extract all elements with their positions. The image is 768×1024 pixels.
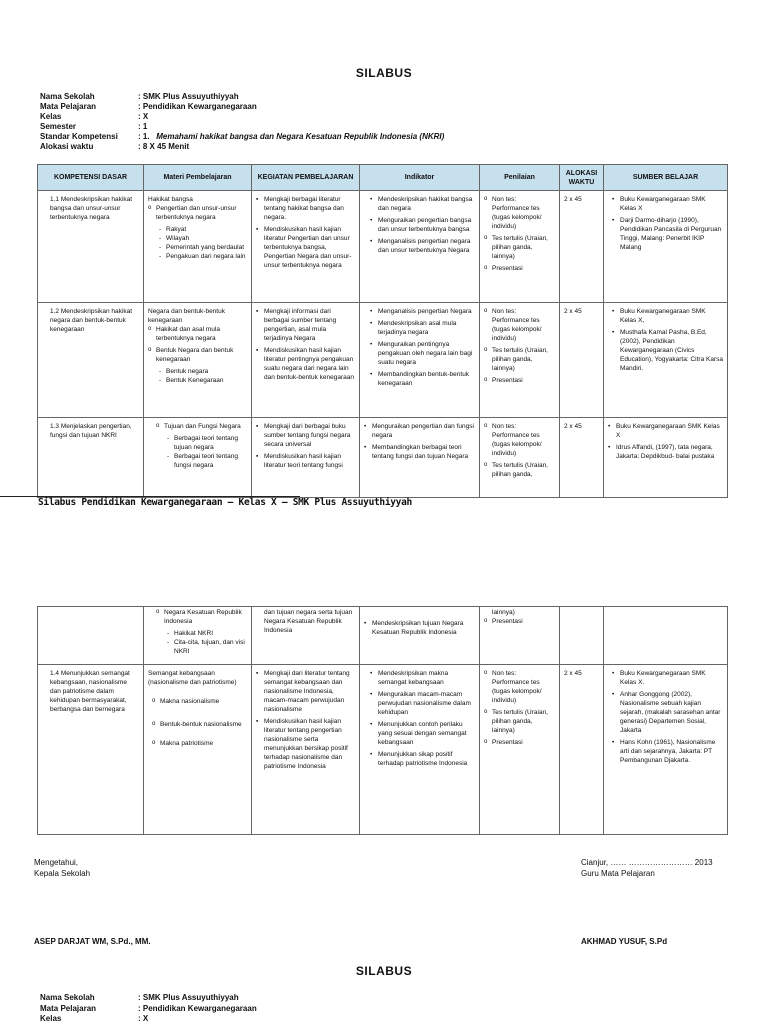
identity-row <box>40 1004 257 1014</box>
materi-subitem: - Pemerintah yang berdaulat <box>166 243 247 252</box>
sumber-list <box>608 195 723 252</box>
indikator-list <box>364 195 475 255</box>
kegiatan-item: ▪ Mengkaji dari berbagai buku sumber tentang fungsi negara secara universal <box>264 422 355 449</box>
materi-item: o Tujuan dan Fungsi Negara <box>164 422 247 431</box>
kegiatan-continued: dan tujuan negara serta tujuan Negara Kesatuan Republik Indonesia <box>264 609 353 634</box>
kegiatan-item: ▪ Mendiskusikan hasil kajian literatur tentang pengertian nasionalisme serta menunjukkan bersikap positif terhadap nasionalisme dan patriotisme Indonesia <box>264 717 355 771</box>
penilaian-cell <box>480 607 560 665</box>
indikator-list <box>364 619 475 637</box>
indikator-cell <box>360 303 480 418</box>
materi-head: Negara dan bentuk-bentuk kenegaraan <box>148 308 225 324</box>
materi-subitem: - Rakyat <box>166 225 247 234</box>
signature-right <box>581 857 713 879</box>
kegiatan-item: ▪ Mendiskusikan hasil kajian literatur teori tentang fungsi <box>264 452 355 470</box>
penilaian-list <box>484 669 555 747</box>
syllabus-table-continued <box>37 606 728 835</box>
kegiatan-cell <box>252 418 360 498</box>
indikator-cell <box>360 191 480 303</box>
identity-label: Standar Kompetensi <box>40 132 118 141</box>
identity-row <box>40 132 444 142</box>
identity-label: Alokasi waktu <box>40 142 94 151</box>
kegiatan-item: ▪ Mengkaji berbagai literatur tentang hakikat bangsa dan negara. <box>264 195 355 222</box>
materi-list <box>148 204 247 222</box>
indikator-item: • Menunjukkan contoh perilaku yang sesuai dengan semangat kebangsaan <box>378 720 475 747</box>
kd-text: 1.3 Menjelaskan pengertian, fungsi dan tujuan NKRI <box>50 423 132 439</box>
page-title: SILABUS <box>355 964 413 978</box>
table-row <box>38 665 728 835</box>
kegiatan-item: ▪ Mengkaji informasi dari berbagai sumber tentang pengertian, asal mula terjadinya Negara <box>264 307 355 343</box>
identity-label: Kelas <box>40 1014 62 1023</box>
kegiatan-list <box>256 307 355 382</box>
sumber-list <box>608 422 723 461</box>
sumber-cell <box>604 665 728 835</box>
header-materi: Materi Pembelajaran <box>144 165 252 191</box>
materi-head: Semangat kebangsaan (nasionalisme dan patriotisme) <box>148 670 237 686</box>
penilaian-item: o Non tes: Performance tes (tugas kelompok/ individu) <box>492 195 555 231</box>
identity-label: Mata Pelajaran <box>40 102 97 111</box>
materi-sublist <box>164 629 247 656</box>
identity-row <box>40 92 239 102</box>
materi-cell <box>144 607 252 665</box>
identity-label: Semester <box>40 122 77 131</box>
table-row <box>38 191 728 303</box>
page-title: SILABUS <box>355 66 413 80</box>
penilaian-cell <box>480 303 560 418</box>
kegiatan-cell <box>252 665 360 835</box>
indikator-cell <box>360 418 480 498</box>
indikator-item: • Mendeskripsikan asal mula terjadinya negara <box>378 319 475 337</box>
materi-subitem: - Pengakuan dari negara lain <box>166 252 247 261</box>
identity-value: : X <box>138 112 149 121</box>
materi-item: o Makna patriotisme <box>160 739 247 748</box>
penilaian-item: o Presentasi <box>492 264 555 273</box>
indikator-item: • Menunjukkan sikap positif terhadap patriotisme Indonesia <box>378 750 475 768</box>
penilaian-item: o Tes tertulis (Uraian, pilihan ganda, lainnya) <box>492 708 555 735</box>
kegiatan-list <box>256 422 355 470</box>
sumber-item: • Hans Kohn (1961), Nasionalisme arti dan sejarahnya, Jakarta: PT Pembangunan Djakarta. <box>620 738 723 765</box>
sumber-item: • Idrus Affandi, (1997), tata negara, Jakarta: Depdikbud- balai pustaka <box>616 443 723 461</box>
principal-name: ASEP DARJAT WM, S.Pd., MM. <box>34 937 151 946</box>
sumber-item: • Darji Darmo-diharjo (1990), Pendidikan Pancasila di Perguruan Tinggi, Malang: Penerbit IKIP Malang <box>620 216 723 252</box>
sk-text: Memahami hakikat bangsa dan Negara Kesatuan Republik Indonesia (NKRI) <box>156 132 445 141</box>
kegiatan-cell <box>252 303 360 418</box>
identity-row <box>40 142 189 152</box>
sumber-cell <box>604 418 728 498</box>
kegiatan-item: ▪ Mendiskusikan hasil kajian literatur Pengertian dan unsur terbentuknya bangsa, Pengertian Negara dan unsur-unsur terbentuknya negara <box>264 225 355 270</box>
identity-row <box>40 1014 148 1024</box>
materi-cell <box>144 665 252 835</box>
identity-value <box>138 132 444 142</box>
identity-row <box>40 112 148 122</box>
table-row <box>38 607 728 665</box>
sign-right-line: Cianjur, …… …………………… 2013 <box>581 858 713 867</box>
indikator-list <box>364 307 475 388</box>
header-kegiatan: KEGIATAN PEMBELAJARAN <box>252 165 360 191</box>
sumber-list <box>608 307 723 373</box>
sumber-item: • Musthafa Kamal Pasha, B.Ed,(2002), Pendidikan Kewarganegaraan (Civics Education), Yogyakarta: Citra Karsa Mandiri. <box>620 328 723 373</box>
penilaian-item: o Tes tertulis (Uraian, pilihan ganda, <box>492 461 555 479</box>
alokasi-cell: 2 x 45 <box>560 665 604 835</box>
identity-value: : SMK Plus Assuyuthiyyah <box>138 993 239 1002</box>
indikator-item: • Menguraikan pengertian bangsa dan unsur terbentuknya bangsa <box>378 216 475 234</box>
materi-subitem: - Wilayah <box>166 234 247 243</box>
materi-cell <box>144 418 252 498</box>
penilaian-item: o Tes tertulis (Uraian, pilihan ganda, lainnya) <box>492 234 555 261</box>
identity-value: : 1 <box>138 122 148 131</box>
kegiatan-item: ▪ Mengkaji dari literatur tentang semangat kebangsaan dan nasionalisme Indonesia, macam-macam perwujudan nasionalisme <box>264 669 355 714</box>
kd-cell <box>38 191 144 303</box>
sign-left-line: Kepala Sekolah <box>34 869 91 878</box>
sumber-item: • Buku Kewarganegaraan SMK Kelas X. <box>620 669 723 687</box>
sumber-list <box>608 669 723 765</box>
indikator-item: • Menguraikan pengertian dan fungsi negara <box>372 422 475 440</box>
header-alokasi: ALOKASI WAKTU <box>560 165 604 191</box>
indikator-cell <box>360 607 480 665</box>
sumber-cell <box>604 191 728 303</box>
materi-item: o Pengertian dan unsur-unsur terbentuknya negara <box>156 204 247 222</box>
kd-cell <box>38 665 144 835</box>
sumber-cell <box>604 303 728 418</box>
identity-label: Kelas <box>40 112 62 121</box>
identity-row <box>40 102 257 112</box>
materi-subitem: - Cita-cita, tujuan, dan visi NKRI <box>174 638 247 656</box>
kegiatan-list <box>256 195 355 270</box>
indikator-list <box>364 669 475 768</box>
indikator-item: • Mendeskripsikan hakikat bangsa dan negara <box>378 195 475 213</box>
identity-label: Nama Sekolah <box>40 92 95 101</box>
header-sumber: SUMBER BELAJAR <box>604 165 728 191</box>
sumber-cell <box>604 607 728 665</box>
penilaian-cell <box>480 665 560 835</box>
identity-row <box>40 122 147 132</box>
materi-sublist <box>156 367 247 385</box>
identity-row <box>40 993 239 1003</box>
sign-left-line: Mengetahui, <box>34 858 79 867</box>
indikator-item: • Mendeskripsikan makna semangat kebangsaan <box>378 669 475 687</box>
materi-subitem: - Berbagai teori tentang tujuan negara <box>174 434 247 452</box>
penilaian-item: o Non tes: Performance tes (tugas kelompok/ individu) <box>492 669 555 705</box>
materi-cell <box>144 191 252 303</box>
materi-head: Hakikat bangsa <box>148 196 193 203</box>
alokasi-cell: 2 x 45 <box>560 303 604 418</box>
identity-value: : SMK Plus Assuyuthiyyah <box>138 92 239 101</box>
penilaian-item: o Presentasi <box>492 738 555 747</box>
table-row <box>38 418 728 498</box>
kd-cell <box>38 303 144 418</box>
materi-sublist <box>164 434 247 470</box>
penilaian-item: o Presentasi <box>492 376 555 385</box>
materi-list <box>148 422 247 431</box>
kd-text: 1.4 Menunjukkan semangat kebangsaan, nasionalisme dan patriotisme dalam kehidupan bermasyarakat, berbangsa dan bernegara <box>50 670 130 713</box>
indikator-item: • Membandingkan bentuk-bentuk kenegaraan <box>378 370 475 388</box>
materi-list <box>148 608 247 626</box>
identity-label: Nama Sekolah <box>40 993 95 1002</box>
identity-value: : Pendidikan Kewarganegaraan <box>138 102 257 111</box>
materi-subitem: - Hakikat NKRI <box>174 629 247 638</box>
materi-item: o Hakikat dan asal mula terbentuknya negara <box>156 325 247 343</box>
indikator-item: • Menganalisis pengertian Negara <box>378 307 475 316</box>
materi-subitem: - Bentuk Kenegaraan <box>166 376 247 385</box>
alokasi-cell: 2 x 45 <box>560 418 604 498</box>
penilaian-item: o Non tes: Performance tes (tugas kelompok/ individu) <box>492 307 555 343</box>
header-kompetensi-dasar: KOMPETENSI DASAR <box>38 165 144 191</box>
kegiatan-cell <box>252 191 360 303</box>
sumber-item: • Buku Kewarganegaraan SMK Kelas X <box>616 422 723 440</box>
sumber-item: • Anhar Gonggong (2002), Nasionalisme sebuah kajian sejarah, (makalah sarasehan antar generasi) Departemen Sosial, Jakarta <box>620 690 723 735</box>
materi-item: o Bentuk-bentuk nasionalisme <box>160 720 247 729</box>
sk-number: : 1. <box>138 132 150 141</box>
identity-value: : Pendidikan Kewarganegaraan <box>138 1004 257 1013</box>
teacher-name: AKHMAD YUSUF, S.Pd <box>581 937 668 946</box>
syllabus-table <box>37 164 728 498</box>
materi-item: o Makna nasionalisme <box>160 697 247 706</box>
identity-value: : 8 X 45 Menit <box>138 142 190 151</box>
materi-sublist <box>156 225 247 261</box>
kd-cell <box>38 418 144 498</box>
kegiatan-item: ▪ Mendiskusikan hasil kajian literatur pentingnya pengakuan suatu negara dari negara lain dan bentuk-bentuk kenegaraan <box>264 346 355 382</box>
penilaian-list <box>484 195 555 273</box>
indikator-item: • Menganalisis pengertian negara dan unsur terbentuknya Negara <box>378 237 475 255</box>
sign-right-line: Guru Mata Pelajaran <box>581 869 655 878</box>
indikator-item: • Menguraikan macam-macam perwujudan nasionalisme dalam kehidupan <box>378 690 475 717</box>
materi-subitem: - Bentuk negara <box>166 367 247 376</box>
alokasi-cell: 2 x 45 <box>560 191 604 303</box>
penilaian-cell <box>480 191 560 303</box>
penilaian-item: o Non tes: Performance tes (tugas kelompok/ individu) <box>492 422 555 458</box>
penilaian-item: o Presentasi <box>492 617 555 626</box>
kegiatan-cell <box>252 607 360 665</box>
penilaian-cell <box>480 418 560 498</box>
sumber-item: • Buku Kewarganegaraan SMK Kelas X <box>620 195 723 213</box>
identity-label: Mata Pelajaran <box>40 1004 97 1013</box>
header-indikator: Indikator <box>360 165 480 191</box>
materi-cell <box>144 303 252 418</box>
materi-list <box>148 697 247 748</box>
penilaian-list <box>484 617 555 626</box>
table-header-row <box>38 165 728 191</box>
materi-item: o Negara Kesatuan Republik Indonesia <box>164 608 247 626</box>
materi-item: o Bentuk Negara dan bentuk kenegaraan <box>156 346 247 364</box>
indikator-cell <box>360 665 480 835</box>
penilaian-item: o Tes tertulis (Uraian, pilihan ganda, lainnya) <box>492 346 555 373</box>
kd-text: 1.1 Mendeskripsikan hakikat bangsa dan unsur-unsur terbentuknya negara <box>50 196 133 221</box>
materi-subitem: - Berbagai teori tentang fungsi negara <box>174 452 247 470</box>
alokasi-cell <box>560 607 604 665</box>
penilaian-list <box>484 422 555 479</box>
kd-text: 1.2 Mendeskripsikan hakikat negara dan bentuk-bentuk kenegaraan <box>50 308 133 333</box>
indikator-item: • Membandingkan berbagai teori tentang fungsi dan tujuan Negara <box>372 443 475 461</box>
penilaian-list <box>484 307 555 385</box>
page-footer: Silabus Pendidikan Kewarganegaraan – Kelas X – SMK Plus Assuyuthiyyah <box>38 497 412 508</box>
penilaian-continued: lainnya) <box>492 609 515 616</box>
identity-value: : X <box>138 1014 149 1023</box>
table-row <box>38 303 728 418</box>
kd-cell <box>38 607 144 665</box>
indikator-item: • Mendeskripsikan tujuan Negara Kesatuan Republik Indonesia <box>372 619 475 637</box>
indikator-item: • Menguraikan pentingnya pengakuan oleh negara lain bagi suatu negara <box>378 340 475 367</box>
sumber-item: • Buku Kewarganegaraan SMK Kelas X, <box>620 307 723 325</box>
kegiatan-list <box>256 669 355 771</box>
indikator-list <box>364 422 475 461</box>
signature-left <box>34 857 90 879</box>
materi-list <box>148 325 247 364</box>
header-penilaian: Penilaian <box>480 165 560 191</box>
